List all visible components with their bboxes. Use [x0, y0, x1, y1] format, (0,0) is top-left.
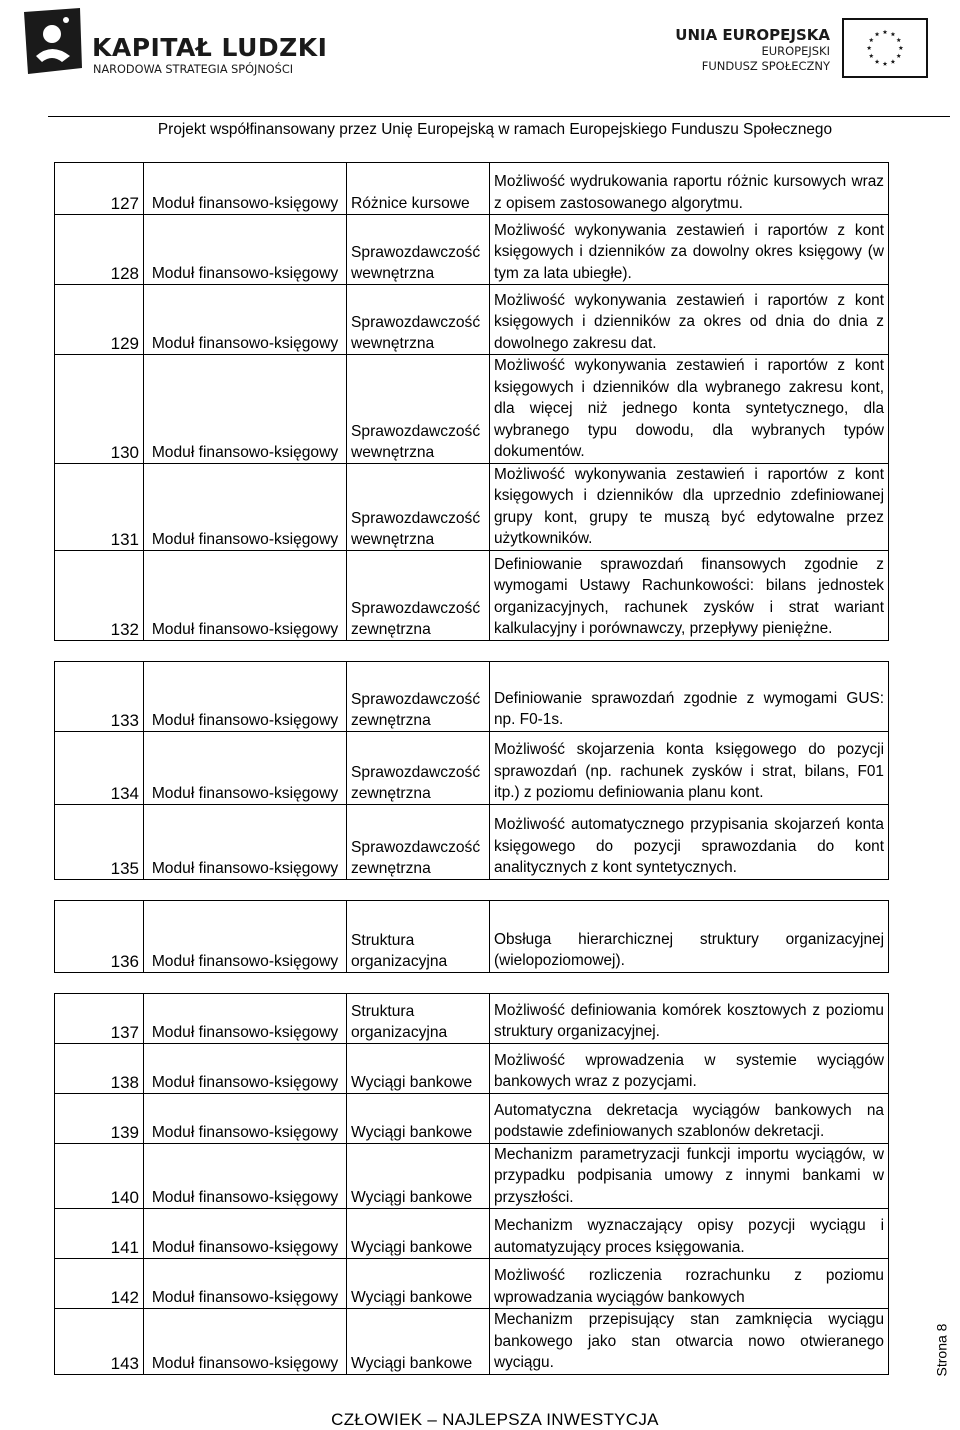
table-row: [55, 215, 889, 285]
category-name: Sprawozdawczość wewnętrzna: [347, 215, 490, 285]
module-name: Moduł finansowo-księgowy: [144, 1043, 347, 1093]
row-number: 134: [55, 731, 144, 804]
category-name: Wyciągi bankowe: [347, 1309, 490, 1375]
requirement-description: Możliwość rozliczenia rozrachunku z poziomu wprowadzania wyciągów bankowych: [490, 1259, 889, 1309]
module-name: Moduł finansowo-księgowy: [144, 463, 347, 550]
table-row: [55, 1143, 889, 1209]
row-number: 128: [55, 215, 144, 285]
footer-slogan: CZŁOWIEK – NAJLEPSZA INWESTYCJA: [331, 1410, 659, 1429]
requirement-description: Mechanizm parametryzacji funkcji importu wyciągów, w przypadku podpisania umowy z innymi bankami w przyszłości.: [490, 1143, 889, 1209]
table-row: [55, 285, 889, 355]
table-gap-cell: [55, 640, 889, 661]
requirement-description: Automatyczna dekretacja wyciągów bankowych na podstawie zdefiniowanych szablonów dekretacji.: [490, 1093, 889, 1143]
eu-star: [875, 32, 880, 36]
table-row: [55, 163, 889, 215]
module-name: Moduł finansowo-księgowy: [144, 1259, 347, 1309]
module-name: Moduł finansowo-księgowy: [144, 1209, 347, 1259]
module-name: Moduł finansowo-księgowy: [144, 900, 347, 972]
requirements-table-body: [55, 163, 889, 1375]
category-name: Struktura organizacyjna: [347, 993, 490, 1043]
category-name: Sprawozdawczość zewnętrzna: [347, 804, 490, 879]
requirement-description: Definiowanie sprawozdań zgodnie z wymogami GUS: np. F0-1s.: [490, 661, 889, 731]
table-gap: [55, 879, 889, 900]
eu-star: [899, 46, 904, 50]
requirement-description: Możliwość wydrukowania raportu różnic kursowych wraz z opisem zastosowanego algorytmu.: [490, 163, 889, 215]
row-number: 139: [55, 1093, 144, 1143]
category-name: Wyciągi bankowe: [347, 1143, 490, 1209]
eu-star: [896, 38, 901, 42]
row-number: 140: [55, 1143, 144, 1209]
category-name: Wyciągi bankowe: [347, 1043, 490, 1093]
module-name: Moduł finansowo-księgowy: [144, 163, 347, 215]
page-number-text: Strona 8: [933, 1323, 950, 1377]
row-number: 127: [55, 163, 144, 215]
table-row: [55, 1259, 889, 1309]
eu-star: [869, 54, 874, 58]
module-name: Moduł finansowo-księgowy: [144, 731, 347, 804]
row-number: 135: [55, 804, 144, 879]
category-name: Wyciągi bankowe: [347, 1209, 490, 1259]
row-number: 137: [55, 993, 144, 1043]
module-name: Moduł finansowo-księgowy: [144, 993, 347, 1043]
kapital-ludzki-subtitle: NARODOWA STRATEGIA SPÓJNOŚCI: [93, 63, 294, 76]
row-number: 129: [55, 285, 144, 355]
eu-subtitle: [702, 44, 830, 74]
row-number: 132: [55, 550, 144, 640]
requirement-description: Możliwość wykonywania zestawień i raportów z kont księgowych i dzienników dla uprzednio zdefiniowanej grupy kont, grupy te muszą być edytowalne przez użytkowników.: [490, 463, 889, 550]
page-header: [0, 0, 960, 138]
table-gap-cell: [55, 879, 889, 900]
eu-star: [891, 59, 896, 63]
eu-star: [891, 32, 896, 36]
table-row: [55, 993, 889, 1043]
category-name: Struktura organizacyjna: [347, 900, 490, 972]
requirement-description: Mechanizm wyznaczający opisy pozycji wyciągu i automatyzujący proces księgowania.: [490, 1209, 889, 1259]
eu-flag-icon: [842, 18, 928, 78]
eu-subtitle-line1: EUROPEJSKI: [761, 44, 830, 58]
eu-star: [883, 61, 888, 65]
eu-star: [869, 38, 874, 42]
requirements-table: [54, 162, 889, 1375]
eu-star: [867, 46, 872, 50]
requirement-description: Definiowanie sprawozdań finansowych zgodnie z wymogami Ustawy Rachunkowości: bilans jednostek organizacyjnych, rachunek zysków i strat wariant kalkulacyjny i porównawczy, przepływy pieniężne.: [490, 550, 889, 640]
row-number: 130: [55, 355, 144, 464]
table-row: [55, 1309, 889, 1375]
row-number: 141: [55, 1209, 144, 1259]
table-gap-cell: [55, 972, 889, 993]
requirement-description: Możliwość wykonywania zestawień i raportów z kont księgowych i dzienników dla wybranego zakresu kont, dla więcej niż jednego konta syntetycznego, dla wybranego typu dowodu, dla wybranych typów dokumentów.: [490, 355, 889, 464]
row-number: 136: [55, 900, 144, 972]
module-name: Moduł finansowo-księgowy: [144, 661, 347, 731]
row-number: 142: [55, 1259, 144, 1309]
requirement-description: Możliwość wykonywania zestawień i raportów z kont księgowych i dzienników za dowolny okres księgowy (w tym za lata ubiegłe).: [490, 215, 889, 285]
table-row: [55, 661, 889, 731]
table-row: [55, 1209, 889, 1259]
eu-star: [896, 54, 901, 58]
requirement-description: Możliwość definiowania komórek kosztowych z poziomu struktury organizacyjnej.: [490, 993, 889, 1043]
page-number: [933, 1320, 957, 1390]
requirement-description: Obsługa hierarchicznej struktury organizacyjnej (wielopoziomowej).: [490, 900, 889, 972]
category-name: Wyciągi bankowe: [347, 1259, 490, 1309]
row-number: 131: [55, 463, 144, 550]
module-name: Moduł finansowo-księgowy: [144, 550, 347, 640]
module-name: Moduł finansowo-księgowy: [144, 1143, 347, 1209]
kapital-ludzki-title: KAPITAŁ LUDZKI: [92, 33, 328, 62]
eu-star: [883, 30, 888, 34]
project-line: Projekt współfinansowany przez Unię Europejską w ramach Europejskiego Funduszu Społecznego: [157, 121, 833, 138]
table-row: [55, 463, 889, 550]
table-row: [55, 355, 889, 464]
module-name: Moduł finansowo-księgowy: [144, 285, 347, 355]
category-name: Sprawozdawczość zewnętrzna: [347, 731, 490, 804]
table-gap: [55, 640, 889, 661]
eu-subtitle-line2: FUNDUSZ SPOŁECZNY: [701, 59, 830, 73]
category-name: Sprawozdawczość zewnętrzna: [347, 661, 490, 731]
requirement-description: Możliwość automatycznego przypisania skojarzeń konta księgowego do pozycji sprawozdania do kont analitycznych z kont syntetycznych.: [490, 804, 889, 879]
row-number: 143: [55, 1309, 144, 1375]
kapital-ludzki-logo: [22, 6, 84, 76]
category-name: Wyciągi bankowe: [347, 1093, 490, 1143]
table-gap: [55, 972, 889, 993]
category-name: Sprawozdawczość zewnętrzna: [347, 550, 490, 640]
table-row: [55, 804, 889, 879]
eu-title: UNIA EUROPEJSKA: [675, 26, 830, 44]
module-name: Moduł finansowo-księgowy: [144, 1309, 347, 1375]
requirement-description: Możliwość wykonywania zestawień i raportów z kont księgowych i dzienników za okres od dnia do dnia z dowolnego zakresu dat.: [490, 285, 889, 355]
requirement-description: Możliwość wprowadzenia w systemie wyciągów bankowych wraz z pozycjami.: [490, 1043, 889, 1093]
module-name: Moduł finansowo-księgowy: [144, 804, 347, 879]
module-name: Moduł finansowo-księgowy: [144, 215, 347, 285]
requirement-description: Mechanizm przepisujący stan zamknięcia wyciągu bankowego jako stan otwarcia nowo otwieranego wyciągu.: [490, 1309, 889, 1375]
table-row: [55, 550, 889, 640]
row-number: 133: [55, 661, 144, 731]
eu-star: [875, 59, 880, 63]
category-name: Różnice kursowe: [347, 163, 490, 215]
module-name: Moduł finansowo-księgowy: [144, 1093, 347, 1143]
requirement-description: Możliwość skojarzenia konta księgowego do pozycji sprawozdań (np. rachunek zysków i strat, bilans, F01 itp.) z poziomu definiowania planu kont.: [490, 731, 889, 804]
category-name: Sprawozdawczość wewnętrzna: [347, 355, 490, 464]
row-number: 138: [55, 1043, 144, 1093]
table-row: [55, 900, 889, 972]
category-name: Sprawozdawczość wewnętrzna: [347, 285, 490, 355]
table-row: [55, 731, 889, 804]
module-name: Moduł finansowo-księgowy: [144, 355, 347, 464]
table-row: [55, 1093, 889, 1143]
table-row: [55, 1043, 889, 1093]
header-divider: [48, 116, 950, 117]
category-name: Sprawozdawczość wewnętrzna: [347, 463, 490, 550]
